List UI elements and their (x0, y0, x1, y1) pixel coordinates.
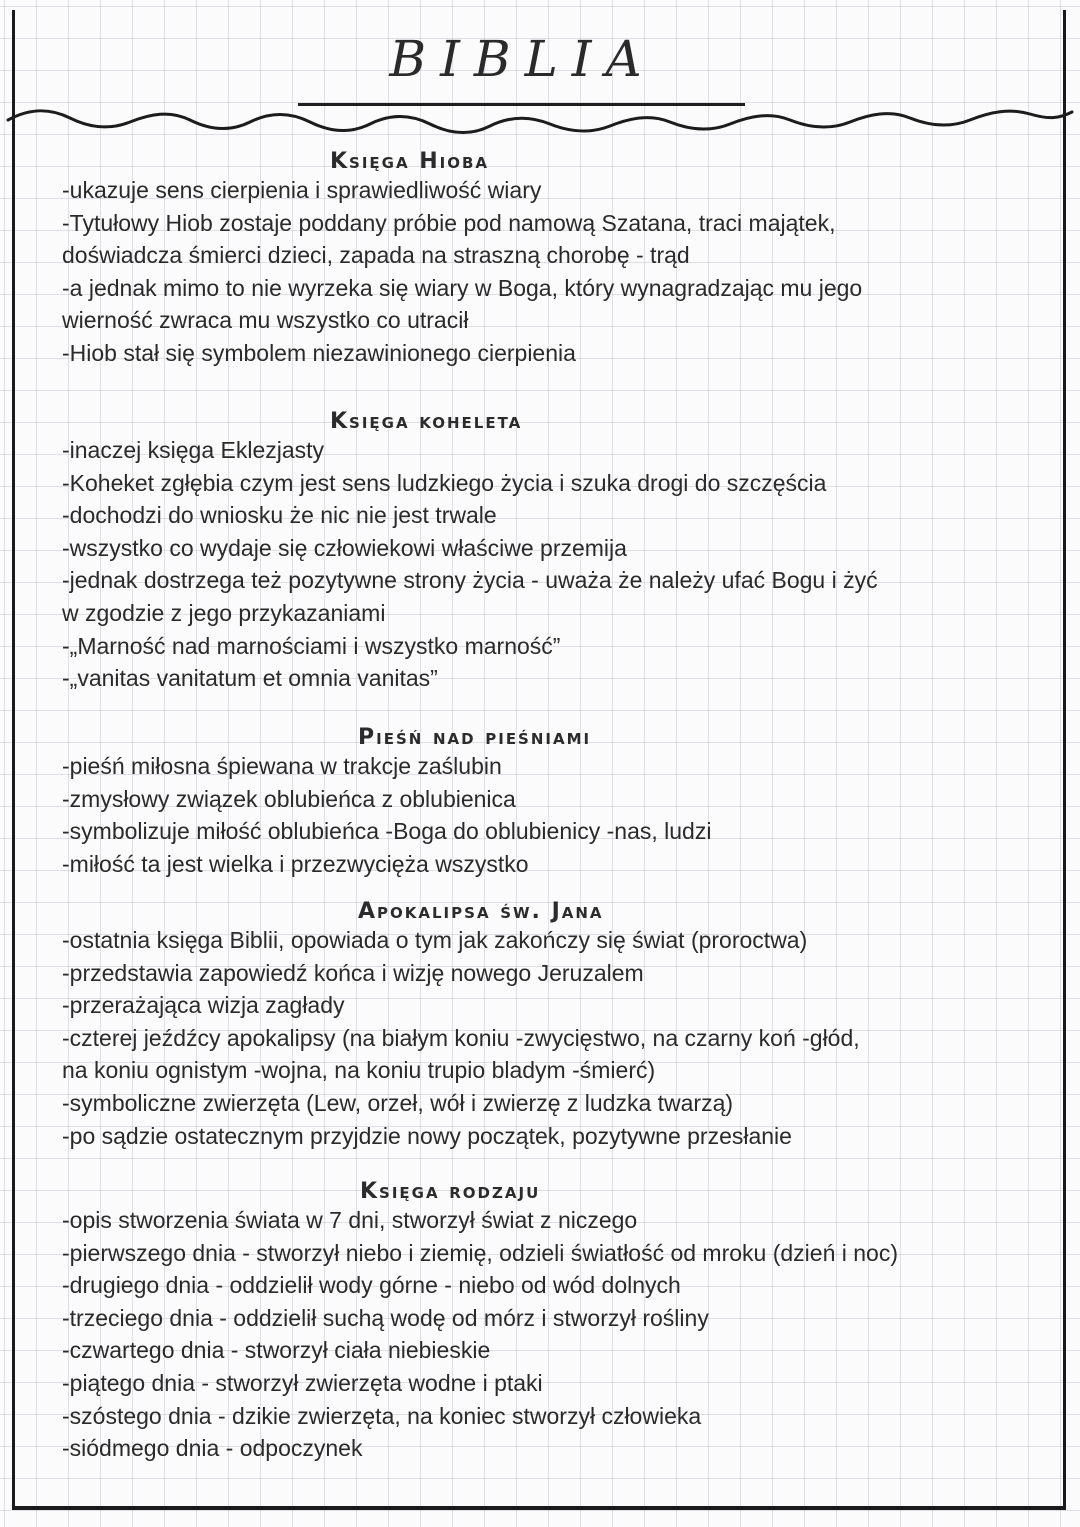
text-line: -przedstawia zapowiedź końca i wizję nowego Jeruzalem (62, 959, 644, 986)
section-heading: Księga koheleta (330, 409, 523, 434)
text-line: -opis stworzenia świata w 7 dni, stworzył świat z niczego (62, 1207, 638, 1233)
section-ksiega-hioba (62, 150, 1072, 370)
text-line: -a jednak mimo to nie wyrzeka się wiary w Boga, który wynagradzając mu jego (62, 274, 863, 301)
text-line: -czterej jeźdźcy apokalipsy (na białym koniu -zwycięstwo, na czarny koń -głód, (62, 1024, 860, 1051)
text-line: -jednak dostrzega też pozytywne strony życia - uważa że należy ufać Bogu i żyć (62, 567, 878, 594)
text-line: -Hiob stał się symbolem niezawinionego cierpienia (62, 339, 576, 366)
text-line: -„Marność nad marnościami i wszystko marność” (62, 632, 561, 659)
section-apokalipsa (62, 900, 1072, 1152)
text-line: -ukazuje sens cierpienia i sprawiedliwość wiary (62, 177, 542, 203)
text-line: -miłość ta jest wielka i przezwycięża wszystko (62, 850, 529, 877)
section-lines (62, 174, 1072, 370)
section-lines (62, 434, 1072, 695)
text-line: w zgodzie z jego przykazaniami (62, 599, 386, 626)
text-line: -drugiego dnia - oddzielił wody górne - niebo od wód dolnych (62, 1272, 681, 1299)
section-heading: Apokalipsa św. Jana (358, 899, 604, 924)
text-line: -trzeciego dnia - oddzielił suchą wodę od mórz i stworzył rośliny (62, 1304, 709, 1331)
text-line: -inaczej księga Eklezjasty (62, 437, 325, 463)
text-line: -po sądzie ostatecznym przyjdzie nowy początek, pozytywne przesłanie (62, 1122, 792, 1149)
text-line: -wszystko co wydaje się człowiekowi właściwe przemija (62, 534, 627, 561)
section-ksiega-rodzaju (62, 1180, 1072, 1465)
text-line: -pieśń miłosna śpiewana w trakcje zaślubin (62, 753, 502, 779)
section-heading: Księga Hioba (330, 149, 490, 174)
text-line: -przerażająca wizja zagłady (62, 992, 345, 1019)
section-heading: Pieśń nad pieśniami (358, 725, 592, 750)
section-lines (62, 924, 1072, 1152)
text-line: -Koheket zgłębia czym jest sens ludzkiego życia i szuka drogi do szczęścia (62, 469, 827, 496)
text-line: wierność zwraca mu wszystko co utracił (62, 307, 469, 334)
text-line: -piątego dnia - stworzył zwierzęta wodne i ptaki (62, 1369, 543, 1396)
text-line: -symbolizuje miłość oblubieńca -Boga do oblubienicy -nas, ludzi (62, 818, 712, 845)
section-heading: Księga rodzaju (360, 1179, 541, 1204)
section-lines (62, 750, 1072, 880)
text-line: -pierwszego dnia - stworzył niebo i ziemię, odzieli światłość od mroku (dzień i noc) (62, 1239, 898, 1266)
text-line: doświadcza śmierci dzieci, zapada na straszną chorobę - trąd (62, 242, 690, 269)
section-ksiega-koheleta (62, 410, 1072, 695)
text-line: -ostatnia księga Biblii, opowiada o tym jak zakończy się świat (proroctwa) (62, 927, 808, 953)
section-piesn-nad-piesniami (62, 726, 1072, 880)
section-lines (62, 1204, 1072, 1465)
page-title: BIBLIA (389, 30, 656, 88)
text-line: -czwartego dnia - stworzył ciała niebieskie (62, 1337, 491, 1364)
text-line: -symboliczne zwierzęta (Lew, orzeł, wół i zwierzę z ludzka twarzą) (62, 1089, 734, 1116)
text-line: -szóstego dnia - dzikie zwierzęta, na koniec stworzył człowieka (62, 1402, 702, 1429)
text-line: -zmysłowy związek oblubieńca z oblubienica (62, 785, 516, 812)
wavy-divider (0, 100, 1080, 150)
text-line: -Tytułowy Hiob zostaje poddany próbie pod namową Szatana, traci majątek, (62, 209, 836, 236)
text-line: -siódmego dnia - odpoczynek (62, 1435, 363, 1462)
text-line: na koniu ognistym -wojna, na koniu trupio bladym -śmierć) (62, 1057, 656, 1084)
text-line: -„vanitas vanitatum et omnia vanitas” (62, 665, 438, 692)
text-line: -dochodzi do wniosku że nic nie jest trwale (62, 502, 497, 529)
